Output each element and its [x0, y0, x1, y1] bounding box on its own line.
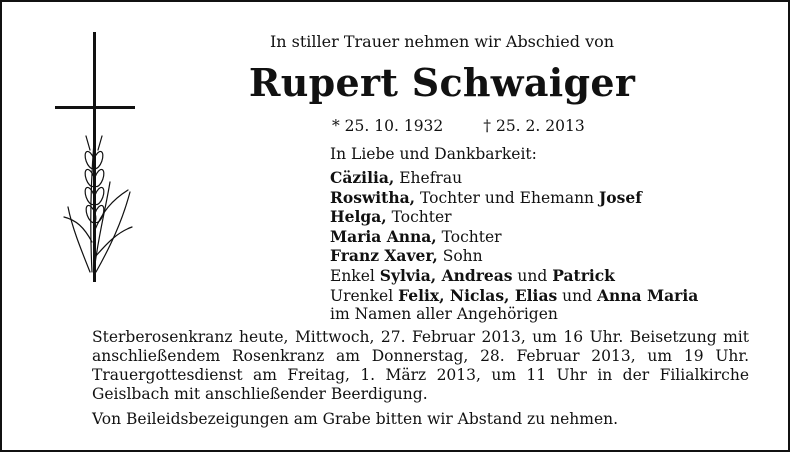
mourner-line	[330, 246, 698, 266]
mourner-name: Helga,	[330, 207, 387, 227]
mourner-name: Cäzilia,	[330, 168, 395, 187]
mourner-relation: Urenkel	[330, 286, 399, 305]
closing-request: Von Beileidsbezeigungen am Grabe bitten wir Abstand zu nehmen.	[92, 410, 619, 428]
mourner-line	[330, 188, 698, 208]
mourner-relation: und	[512, 266, 553, 285]
mourner-name: Sylvia, Andreas	[379, 265, 513, 285]
mourner-relation: Enkel	[330, 266, 380, 285]
deceased-name: Rupert Schwaiger	[248, 60, 636, 105]
life-dates	[332, 116, 585, 136]
mourner-name: Felix, Niclas, Elias	[398, 285, 558, 305]
mourner-line	[330, 168, 698, 188]
mourner-line	[330, 227, 698, 247]
mourner-relation: Tochter und Ehemann	[415, 188, 599, 207]
birth-date: * 25. 10. 1932	[332, 117, 444, 135]
mourner-name: Maria Anna,	[330, 226, 437, 246]
mourner-name: Patrick	[552, 265, 615, 285]
mourner-line	[330, 305, 698, 325]
mourner-relation: Tochter	[436, 227, 502, 246]
mourner-name: Anna Maria	[596, 285, 699, 305]
mourner-line	[330, 207, 698, 227]
death-date: † 25. 2. 2013	[483, 117, 585, 135]
mourner-relation: Ehefrau	[394, 169, 463, 187]
mourner-line	[330, 286, 698, 306]
dedication-line: In Liebe und Dankbarkeit:	[330, 145, 537, 163]
mourner-name: Josef	[598, 187, 642, 207]
mourner-relation: und	[557, 286, 597, 305]
mourner-line	[330, 266, 698, 286]
wheat-icon	[64, 128, 132, 272]
mourners-list	[330, 168, 698, 325]
mourner-name: Franz Xaver,	[330, 246, 438, 266]
intro-line: In stiller Trauer nehmen wir Abschied von	[269, 32, 615, 51]
cross-with-wheat	[50, 32, 145, 282]
mourner-name: Roswitha,	[330, 187, 416, 207]
mourner-relation: im Namen aller Angehörigen	[330, 305, 558, 324]
mourner-relation: Tochter	[386, 208, 452, 227]
service-details: Sterberosenkranz heute, Mittwoch, 27. Februar 2013, um 16 Uhr. Beisetzung mit anschließendem Rosenkranz am Donnerstag, 28. Februar 2013, um 19 Uhr. Trauergottesdienst am Freitag, 1. März 2013, um 11 Uhr in der Filialkirche Geislbach mit anschließender Beerdigung.	[92, 328, 749, 403]
mourner-relation: Sohn	[437, 247, 483, 266]
